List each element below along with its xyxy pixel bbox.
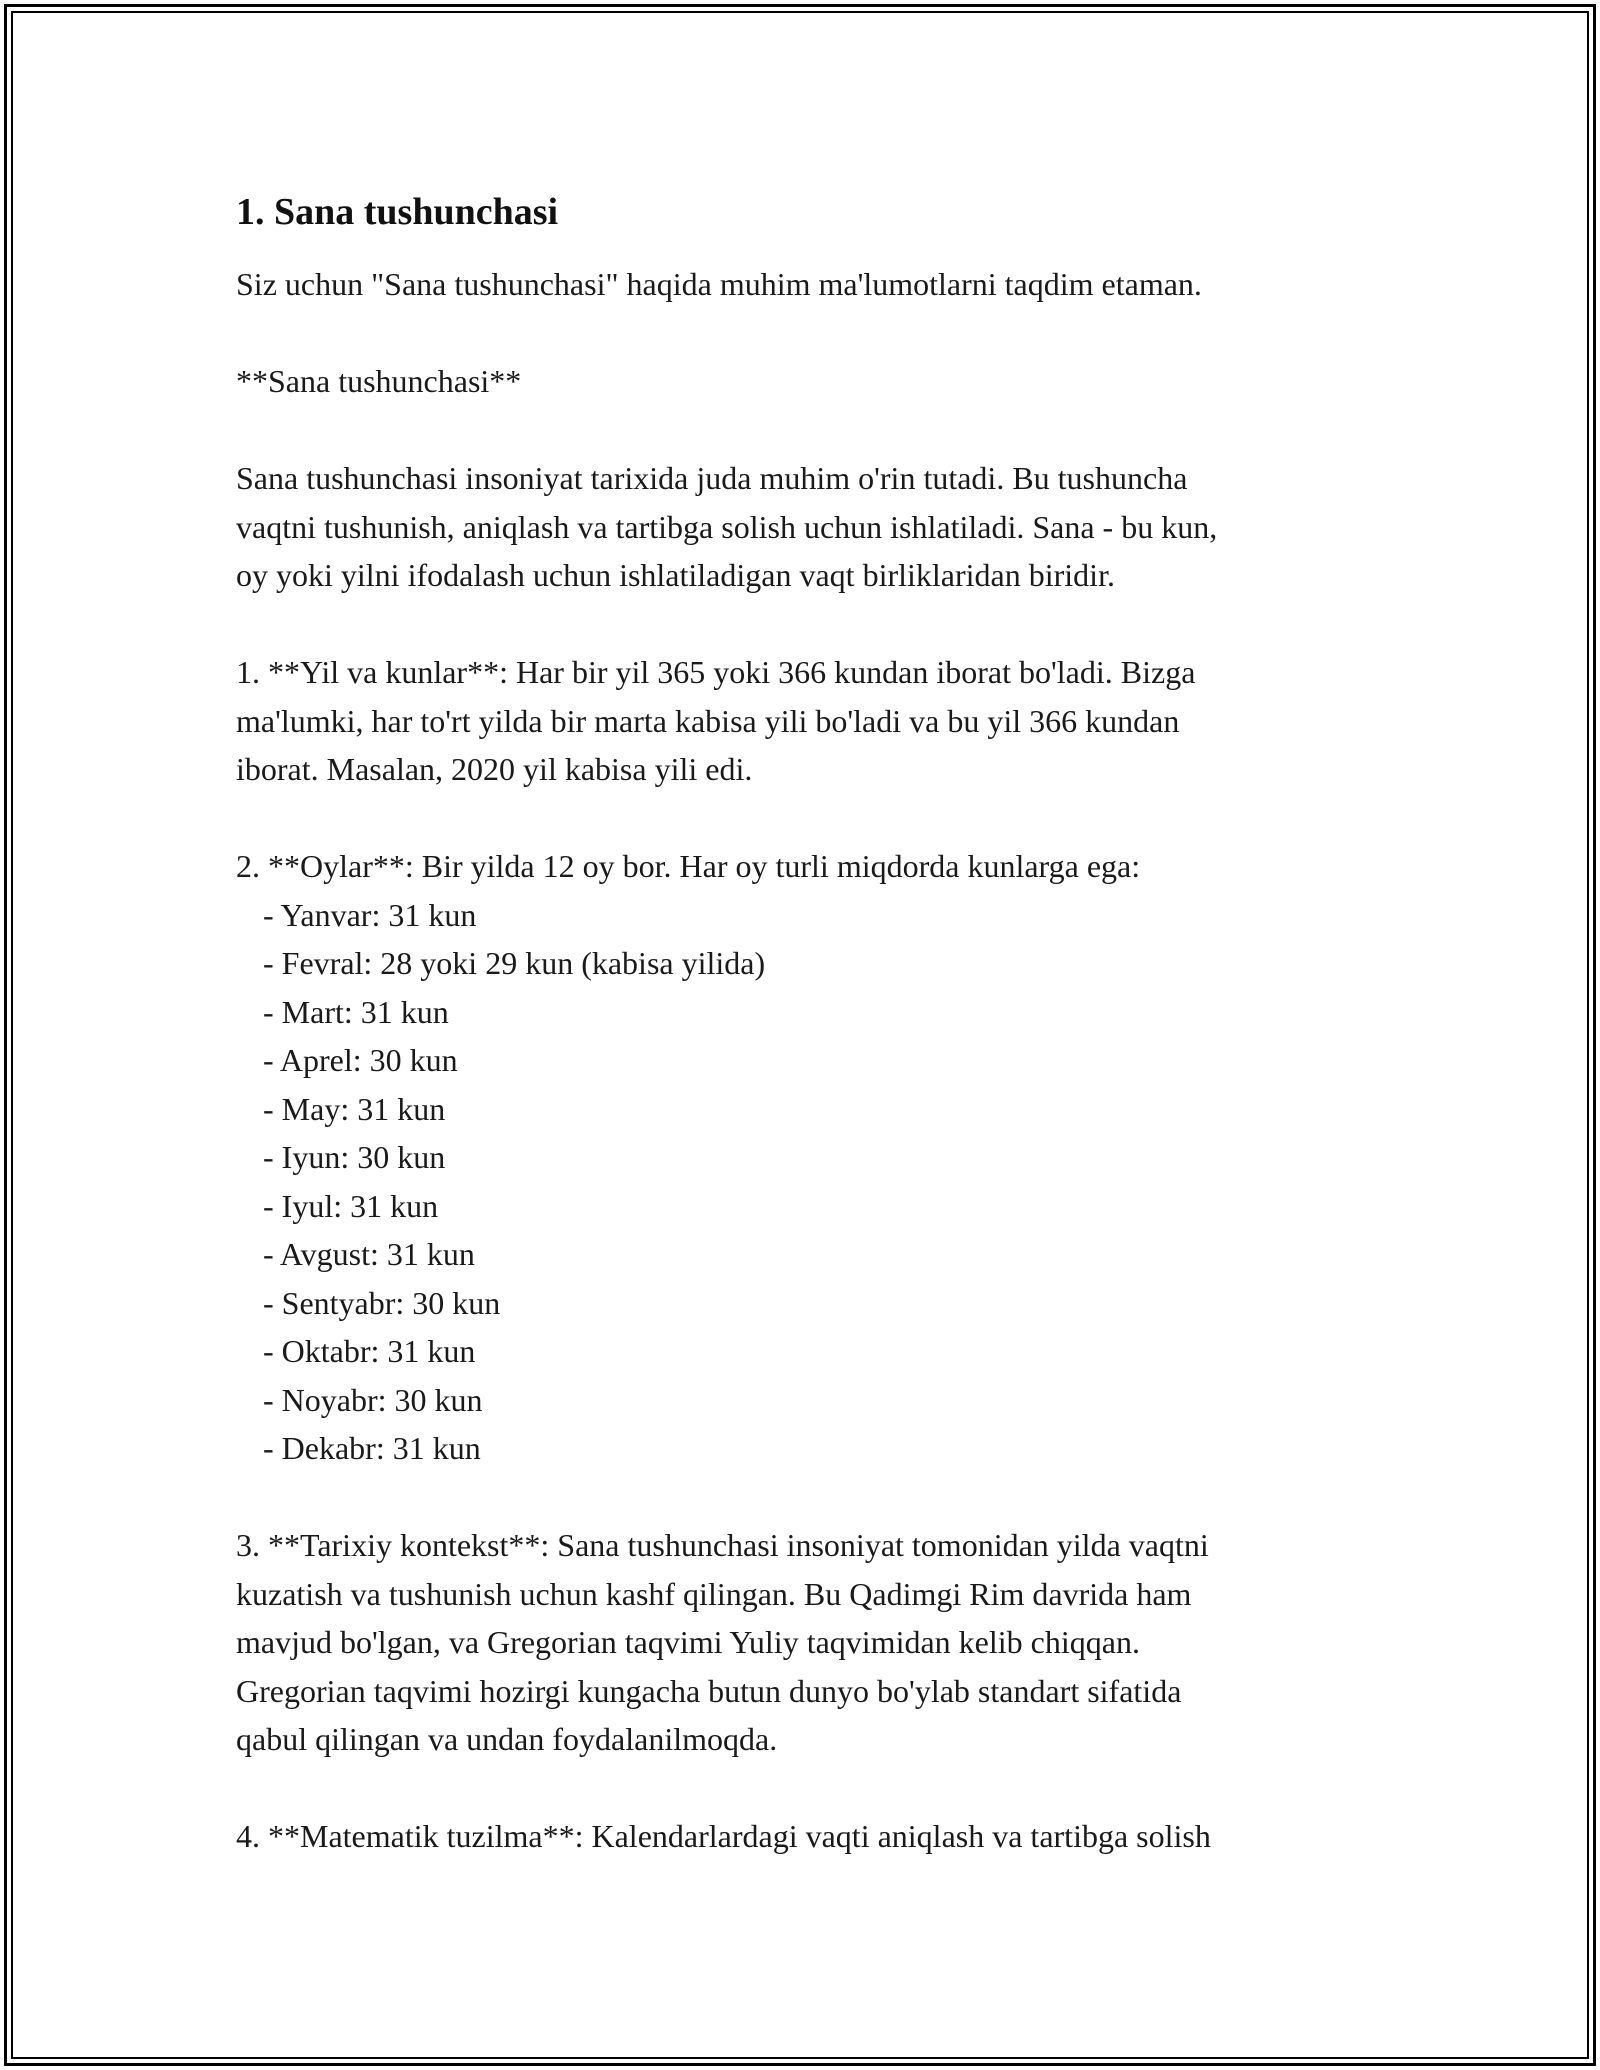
- month-item: - Oktabr: 31 kun: [263, 1333, 476, 1369]
- list-item-year-days: [236, 648, 1376, 794]
- list-item-months: [236, 842, 1376, 1473]
- months-intro-line: 2. **Oylar**: Bir yilda 12 oy bor. Har oy turli miqdorda kunlarga ega:: [236, 848, 1141, 884]
- list-item-historical-context: [236, 1521, 1376, 1764]
- paragraph-line: oy yoki yilni ifodalash uchun ishlatiladigan vaqt birliklaridan biridir.: [236, 557, 1115, 593]
- paragraph-definition: [236, 454, 1376, 600]
- paragraph-line: vaqtni tushunish, aniqlash va tartibga solish uchun ishlatiladi. Sana - bu kun,: [236, 508, 1218, 545]
- paragraph-line: qabul qilingan va undan foydalanilmoqda.: [236, 1721, 778, 1757]
- paragraph-line: ma'lumki, har to'rt yilda bir marta kabisa yili bo'ladi va bu yil 366 kundan: [236, 702, 1180, 739]
- month-item: - Fevral: 28 yoki 29 kun (kabisa yilida): [263, 945, 766, 981]
- section-heading: 1. Sana tushunchasi: [236, 191, 559, 233]
- paragraph-line: Sana tushunchasi insoniyat tarixida juda muhim o'rin tutadi. Bu tushuncha: [236, 460, 1188, 496]
- intro-paragraph: Siz uchun "Sana tushunchasi" haqida muhim ma'lumotlarni taqdim etaman.: [236, 266, 1202, 302]
- month-item: - Mart: 31 kun: [263, 993, 449, 1030]
- paragraph-line: 4. **Matematik tuzilma**: Kalendarlardagi vaqti aniqlash va tartibga solish: [236, 1818, 1211, 1854]
- month-item: - Sentyabr: 30 kun: [263, 1284, 501, 1321]
- paragraph-line: iborat. Masalan, 2020 yil kabisa yili edi.: [236, 751, 753, 787]
- paragraph-line: Gregorian taqvimi hozirgi kungacha butun dunyo bo'ylab standart sifatida: [236, 1672, 1182, 1709]
- paragraph-line: mavjud bo'lgan, va Gregorian taqvimi Yuliy taqvimidan kelib chiqqan.: [236, 1624, 1140, 1660]
- month-item: - May: 31 kun: [263, 1090, 446, 1127]
- month-item: - Iyun: 30 kun: [263, 1139, 446, 1175]
- list-item-math-structure: [236, 1812, 1376, 1861]
- month-item: - Dekabr: 31 kun: [263, 1430, 481, 1466]
- paragraph-line: kuzatish va tushunish uchun kashf qilingan. Bu Qadimgi Rim davrida ham: [236, 1575, 1192, 1612]
- month-item: - Noyabr: 30 kun: [263, 1381, 483, 1418]
- subheading-line: **Sana tushunchasi**: [236, 363, 522, 399]
- month-item: - Aprel: 30 kun: [263, 1042, 458, 1078]
- month-item: - Iyul: 31 kun: [263, 1187, 439, 1224]
- month-item: - Avgust: 31 kun: [263, 1236, 475, 1272]
- paragraph-line: 1. **Yil va kunlar**: Har bir yil 365 yoki 366 kundan iborat bo'ladi. Bizga: [236, 654, 1196, 690]
- month-item: - Yanvar: 31 kun: [263, 896, 477, 933]
- document-body: [236, 186, 1376, 1909]
- paragraph-line: 3. **Tarixiy kontekst**: Sana tushunchasi insoniyat tomonidan yilda vaqtni: [236, 1527, 1209, 1563]
